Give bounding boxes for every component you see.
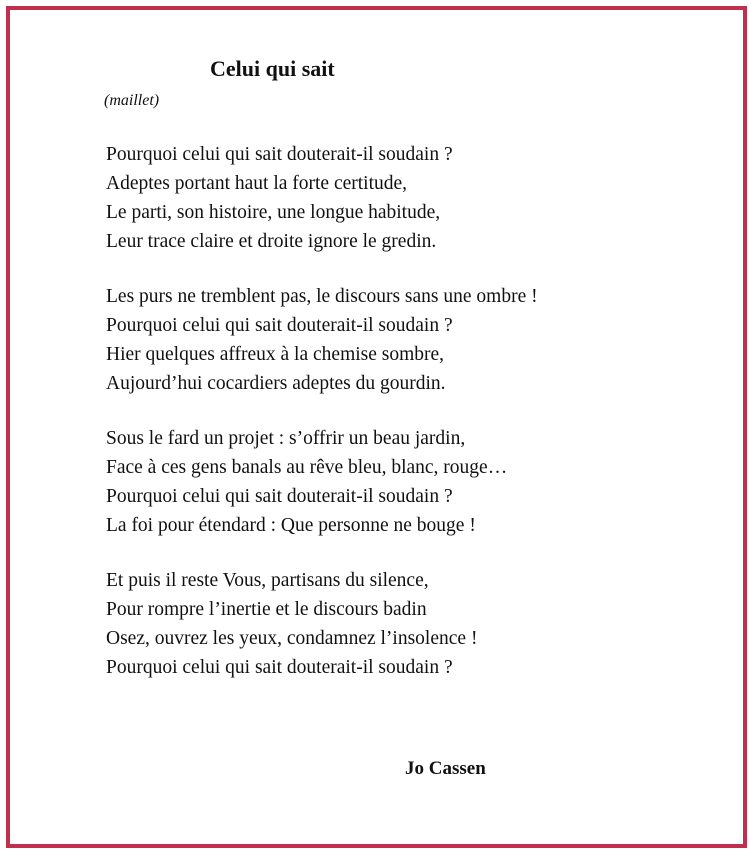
verse-line: Aujourd’hui cocardiers adeptes du gourdin. [106, 373, 446, 394]
verse-line: Le parti, son histoire, une longue habitude, [106, 202, 441, 223]
verse-line: Adeptes portant haut la forte certitude, [106, 173, 408, 194]
stanza-3 [106, 424, 538, 540]
verse-line: Face à ces gens banals au rêve bleu, blanc, rouge… [106, 457, 508, 478]
stanza-4 [106, 566, 538, 682]
poem-body [106, 140, 538, 708]
verse-line: Osez, ouvrez les yeux, condamnez l’insolence ! [106, 628, 478, 649]
verse-line: Pourquoi celui qui sait douterait-il soudain ? [106, 486, 453, 507]
verse-line: Pourquoi celui qui sait douterait-il soudain ? [106, 144, 453, 165]
verse-line: Hier quelques affreux à la chemise sombre, [106, 344, 445, 365]
verse-line: Sous le fard un projet : s’offrir un beau jardin, [106, 428, 466, 449]
verse-line: Et puis il reste Vous, partisans du silence, [106, 570, 429, 591]
verse-line: Pourquoi celui qui sait douterait-il soudain ? [106, 657, 453, 678]
stanza-1 [106, 140, 538, 256]
verse-line: Pourquoi celui qui sait douterait-il soudain ? [106, 315, 453, 336]
author-signature: Jo Cassen [405, 758, 486, 779]
poem-title: Celui qui sait [210, 56, 335, 81]
verse-line: Leur trace claire et droite ignore le gredin. [106, 231, 437, 252]
verse-line: La foi pour étendard : Que personne ne bouge ! [106, 515, 476, 536]
verse-line: Les purs ne tremblent pas, le discours sans une ombre ! [106, 286, 538, 307]
poem-subtitle: (maillet) [104, 92, 160, 109]
verse-line: Pour rompre l’inertie et le discours badin [106, 599, 427, 620]
stanza-2 [106, 282, 538, 398]
